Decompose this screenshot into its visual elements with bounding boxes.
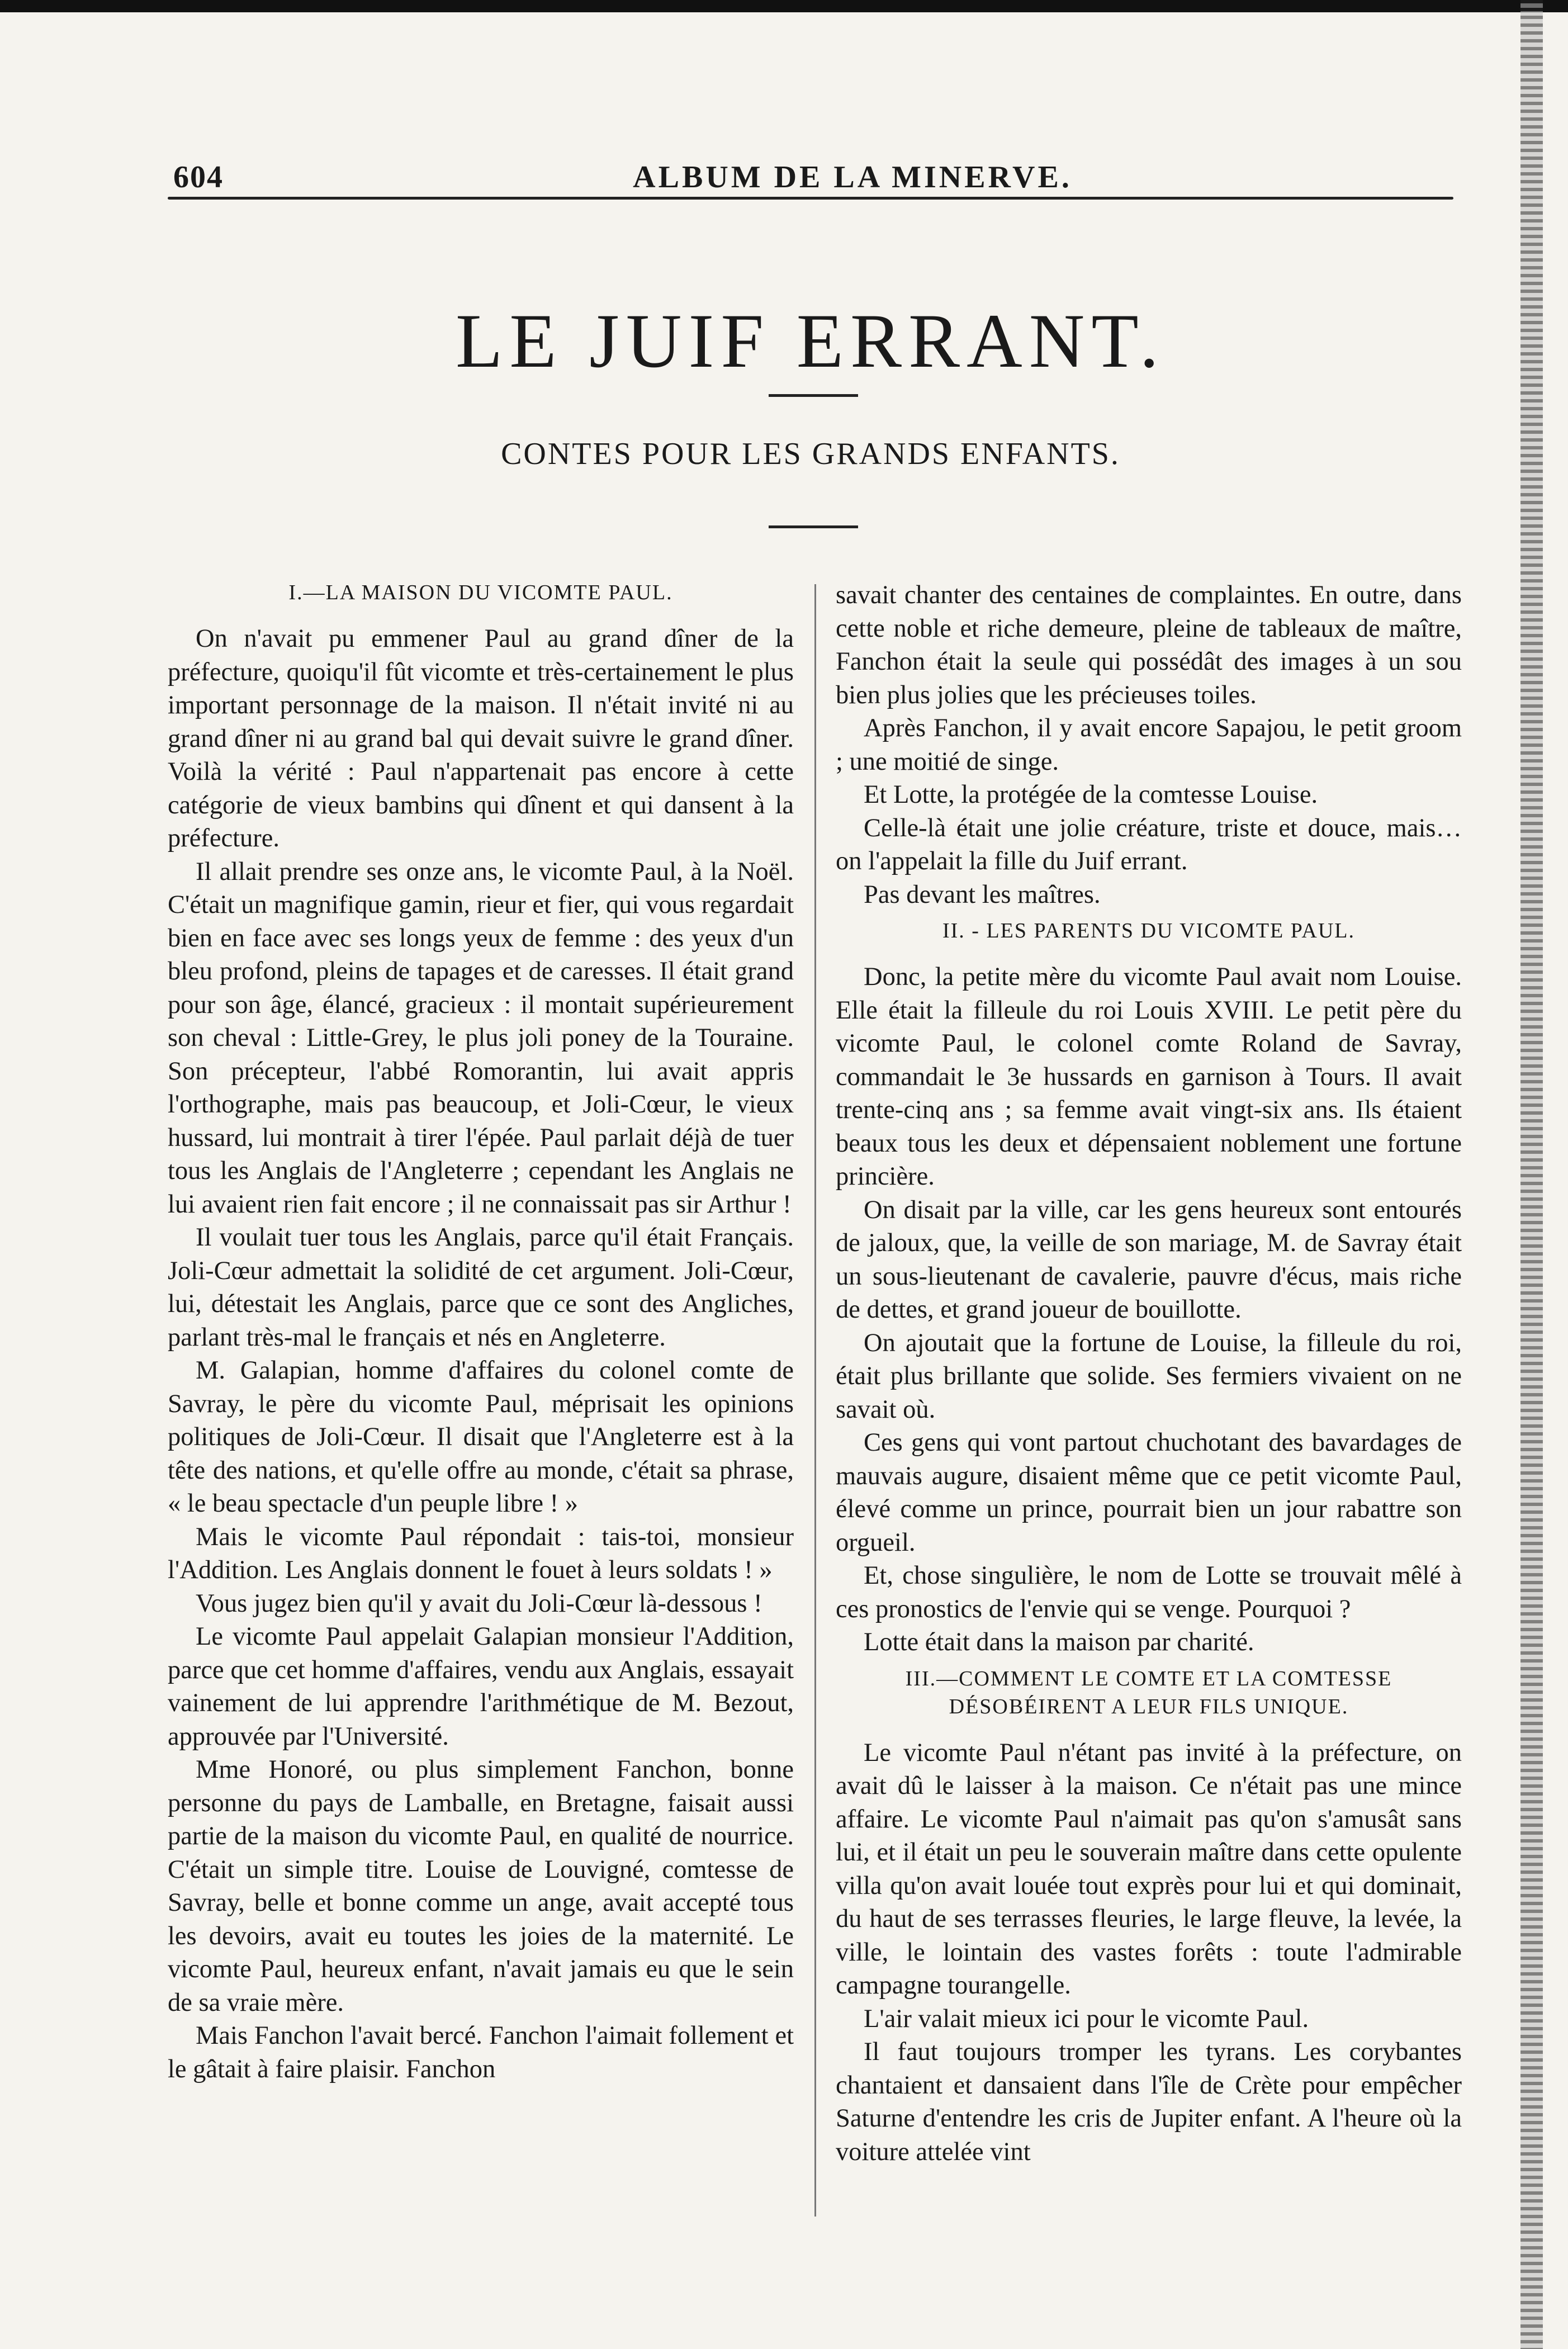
- paragraph: Mais le vicomte Paul répondait : tais-toi, monsieur l'Addition. Les Anglais donnent le fouet à leurs soldats ! »: [168, 1522, 794, 1584]
- paragraph: Il allait prendre ses onze ans, le vicomte Paul, à la Noël. C'était un magnifique gamin, rieur et fier, qui vous regardait bien en face avec ses longs yeux de femme : des yeux d'un bleu profond, pleins de tapages et de caresses. Il était grand pour son âge, élancé, gracieux : il montait supérieurement son cheval : Little-Grey, le plus joli poney de la Touraine. Son précepteur, l'abbé Romorantin, lui avait appris l'orthographe, mais pas beaucoup, et Joli-Cœur, le vieux hussard, lui montrait à tirer l'épée. Paul parlait déjà de tuer tous les Anglais de l'Angleterre ; cependant les Anglais ne lui avaient rien fait encore ; il ne connaissait pas sir Arthur !: [168, 857, 794, 1219]
- paragraph: M. Galapian, homme d'affaires du colonel comte de Savray, le père du vicomte Paul, méprisait les opinions politiques de Joli-Cœur. Il disait que l'Angleterre est à la tête des nations, et qu'elle offre au monde, c'était sa phrase, « le beau spectacle d'un peuple libre ! »: [168, 1356, 794, 1518]
- title-rule: [769, 394, 858, 397]
- paragraph: Le vicomte Paul n'étant pas invité à la préfecture, on avait dû le laisser à la maison. Ce n'était pas une mince affaire. Le vicomte Paul n'aimait pas qu'on s'amusât sans lui, et il était un peu le souverain maître dans cette opulente villa qu'on avait louée tout exprès pour lui et qui dominait, du haut de ses terrasses fleuries, le large fleuve, la levée, la ville, le lointain des vastes forêts : toute l'admirable campagne tourangelle.: [836, 1738, 1462, 2000]
- paragraph: Et, chose singulière, le nom de Lotte se trouvait mêlé à ces pronostics de l'envie qui se venge. Pourquoi ?: [836, 1561, 1462, 1623]
- subtitle-rule: [769, 525, 858, 528]
- paragraph: Celle-là était une jolie créature, triste et douce, mais… on l'appelait la fille du Juif errant.: [836, 813, 1462, 875]
- paragraph: Mais Fanchon l'avait bercé. Fanchon l'aimait follement et le gâtait à faire plaisir. Fanchon: [168, 2021, 794, 2083]
- scan-top-border: [0, 0, 1568, 12]
- paragraph: Et Lotte, la protégée de la comtesse Louise.: [864, 780, 1318, 809]
- section-heading-1: I.—LA MAISON DU VICOMTE PAUL.: [288, 581, 673, 604]
- paragraph: L'air valait mieux ici pour le vicomte Paul.: [864, 2004, 1309, 2033]
- article-title: LE JUIF ERRANT.: [456, 298, 1166, 383]
- left-column: [168, 579, 794, 2086]
- section-heading-2: II. - LES PARENTS DU VICOMTE PAUL.: [942, 919, 1355, 943]
- paragraph: Mme Honoré, ou plus simplement Fanchon, bonne personne du pays de Lamballe, en Bretagne, faisait aussi partie de la maison du vicomte Paul, en qualité de nourrice. C'était un simple titre. Louise de Louvigné, comtesse de Savray, belle et bonne comme un ange, avait accepté tous les devoirs, avait eu toutes les joies de la maternité. Le vicomte Paul, heureux enfant, n'avait jamais eu que le sein de sa vraie mère.: [168, 1755, 794, 2017]
- section-heading-3: III.—COMMENT LE COMTE ET LA COMTESSE DÉSOBÉIRENT A LEUR FILS UNIQUE.: [905, 1666, 1392, 1718]
- paragraph: On ajoutait que la fortune de Louise, la filleule du roi, était plus brillante que solide. Ses fermiers vivaient on ne savait où.: [836, 1328, 1462, 1424]
- header-rule: [168, 197, 1453, 200]
- paragraph: On n'avait pu emmener Paul au grand dîner de la préfecture, quoiqu'il fût vicomte et très-certainement le plus important personnage de la maison. Il n'était invité ni au grand dîner ni au grand bal qui devait suivre le grand dîner. Voilà la vérité : Paul n'appartenait pas encore à cette catégorie de vieux bambins qui dînent et qui dansent à la préfecture.: [168, 624, 794, 853]
- scan-right-edge: [1520, 0, 1543, 2349]
- column-divider: [814, 584, 816, 2217]
- paragraph: Il voulait tuer tous les Anglais, parce qu'il était Français. Joli-Cœur admettait la solidité de cet argument. Joli-Cœur, lui, détestait les Anglais, parce que ce sont des Angliches, parlant très-mal le français et nés en Angleterre.: [168, 1223, 794, 1352]
- paragraph: Pas devant les maîtres.: [864, 880, 1101, 909]
- journal-title: ALBUM DE LA MINERVE.: [633, 160, 1072, 195]
- paragraph: Le vicomte Paul appelait Galapian monsieur l'Addition, parce que cet homme d'affaires, vendu aux Anglais, essayait vainement de lui apprendre l'arithmétique de M. Bezout, approuvée par l'Université.: [168, 1622, 794, 1751]
- paragraph: Donc, la petite mère du vicomte Paul avait nom Louise. Elle était la filleule du roi Louis XVIII. Le petit père du vicomte Paul, le colonel comte Roland de Savray, commandait le 3e hussards en garnison à Tours. Il avait trente-cinq ans ; sa femme avait vingt-six ans. Ils étaient beaux tous les deux et dépensaient noblement une fortune princière.: [836, 963, 1462, 1191]
- article-subtitle: CONTES POUR LES GRANDS ENFANTS.: [501, 437, 1120, 471]
- paragraph: Vous jugez bien qu'il y avait du Joli-Cœur là-dessous !: [196, 1589, 762, 1618]
- paragraph: Ces gens qui vont partout chuchotant des bavardages de mauvais augure, disaient même que ce petit vicomte Paul, élevé comme un prince, pourrait bien un jour rabattre son orgueil.: [836, 1428, 1462, 1557]
- paragraph: Après Fanchon, il y avait encore Sapajou, le petit groom ; une moitié de singe.: [836, 714, 1462, 776]
- right-column: [836, 579, 1462, 2168]
- paragraph: savait chanter des centaines de complaintes. En outre, dans cette noble et riche demeure, pleine de tableaux de maître, Fanchon était la seule qui possédât des images à un sou bien plus jolies que les précieuses toiles.: [836, 581, 1462, 709]
- paragraph: Lotte était dans la maison par charité.: [864, 1628, 1254, 1656]
- page-number: 604: [173, 160, 224, 195]
- paragraph: Il faut toujours tromper les tyrans. Les corybantes chantaient et dansaient dans l'île de Crète pour empêcher Saturne d'entendre les cris de Jupiter enfant. A l'heure où la voiture attelée vint: [836, 2038, 1462, 2166]
- paragraph: On disait par la ville, car les gens heureux sont entourés de jaloux, que, la veille de son mariage, M. de Savray était un sous-lieutenant de cavalerie, pauvre d'écus, mais riche de dettes, et grand joueur de bouillotte.: [836, 1195, 1462, 1324]
